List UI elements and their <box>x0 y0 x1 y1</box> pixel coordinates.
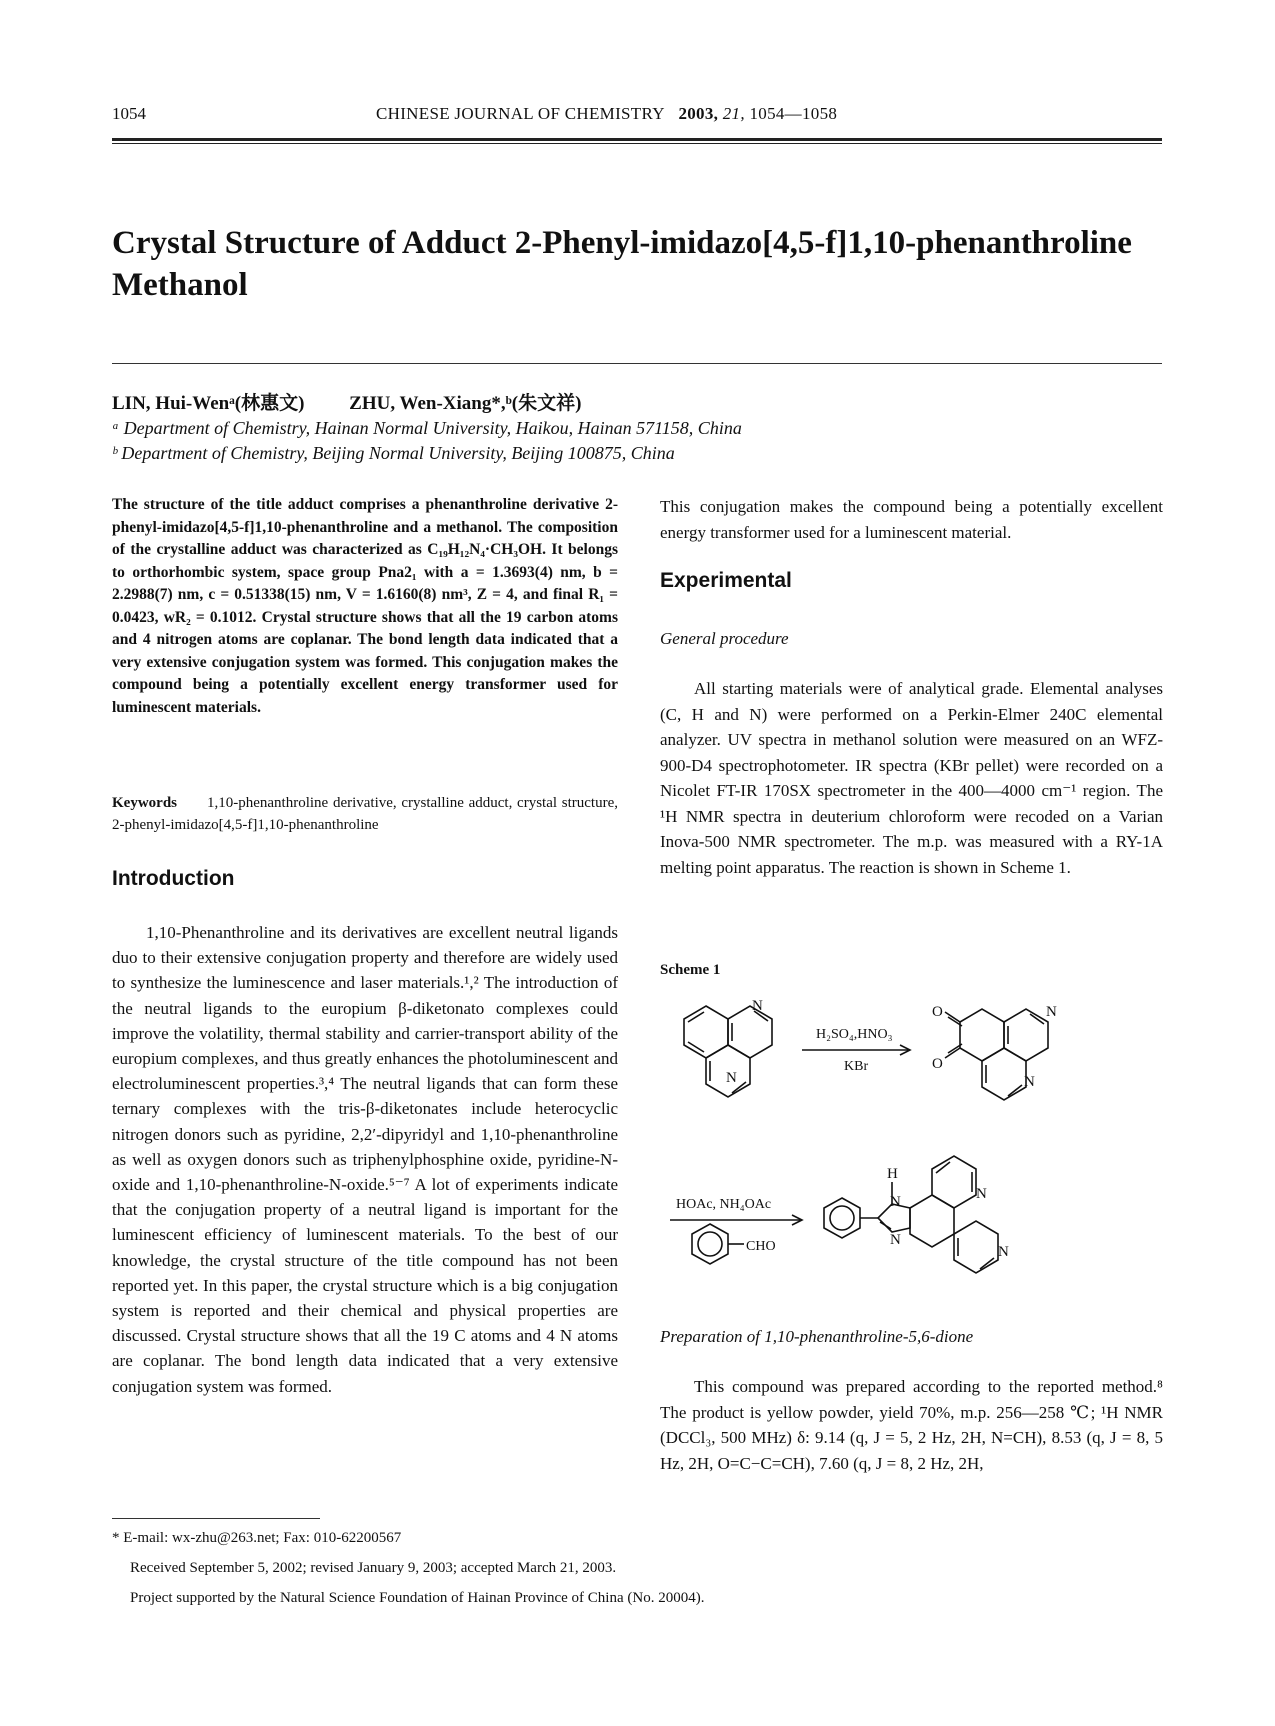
journal-name: CHINESE JOURNAL OF CHEMISTRY <box>376 104 665 123</box>
keywords <box>112 792 618 836</box>
scheme-label: Scheme 1 <box>660 962 721 978</box>
atom-label-n: N <box>998 1244 1009 1260</box>
journal-pages: 1054—1058 <box>749 104 838 123</box>
atom-label-h: H <box>887 1166 898 1182</box>
ring-bond <box>910 1195 954 1247</box>
author-name: ZHU, Wen-Xiang*,ᵇ(朱文祥) <box>349 393 582 414</box>
introduction-body <box>112 920 618 1399</box>
preparation-paragraph: This compound was prepared according to the reported method.⁸ The product is yellow powder, yield 70%, m.p. 256—258 ℃; ¹H NMR (DCCl₃, 500 MHz) δ: 9.14 (q, J = 5, 2 Hz, 2H, N=CH), 8.53 (q, J = 8, 5 Hz, 2H, O=C−C=CH), 7.60 (q, J = 8, 2 Hz, 2H, <box>660 1377 1163 1473</box>
reagent-bottom: KBr <box>844 1059 869 1074</box>
ring-bond <box>684 1006 728 1058</box>
ring-bond <box>1004 1009 1048 1061</box>
journal-citation <box>376 104 837 124</box>
ring-bond <box>982 1048 1026 1100</box>
footnote-email: * E-mail: wx-zhu@263.net; Fax: 010-62200567 <box>112 1530 402 1546</box>
ring-bond <box>932 1156 976 1208</box>
atom-label-o: O <box>932 1056 943 1072</box>
atom-label-n: N <box>752 998 763 1014</box>
general-procedure-paragraph: All starting materials were of analytical grade. Elemental analyses (C, H and N) were performed on a Perkin-Elmer 240C elemental analyzer. UV spectra in methanol solution were measured on an WFZ-900-D4 spectrophotometer. IR spectra (KBr pellet) were recorded on a Nicolet FT-IR 170SX spectrometer in the 400—4000 cm⁻¹ region. The ¹H NMR spectra in deuterium chloroform were recoded on a Varian Inova-500 NMR spectrometer. The m.p. was measured with a RY-1A melting point apparatus. The reaction is shown in Scheme 1. <box>660 679 1163 877</box>
reagent-top: H₂SO₄,HNO₃ <box>816 1027 893 1042</box>
affiliation: ᵇ Department of Chemistry, Beijing Normal University, Beijing 100875, China <box>112 443 675 463</box>
atom-label-n: N <box>1024 1074 1035 1090</box>
ring-bond <box>728 1006 772 1058</box>
header-rule-thick <box>112 138 1162 141</box>
atom-label-n: N <box>890 1232 901 1248</box>
abstract: The structure of the title adduct comprises a phenanthroline derivative 2-phenyl-imidazo[4,5-f]1,10-phenanthroline and a methanol. The composition of the crystalline adduct was characterized as C₁₉H₁₂N₄·CH₃OH. It belongs to orthorhombic system, space group Pna2₁ with a = 1.3693(4) nm, b = 2.2988(7) nm, c = 0.51338(15) nm, V = 1.6160(8) nm³, Z = 4, and final R₁ = 0.0423, wR₂ = 0.1012. Crystal structure shows that all the 19 carbon atoms and 4 nitrogen atoms are coplanar. The bond length data indicated that a very extensive conjugation system was formed. This conjugation makes the compound being a potentially excellent energy transformer used for luminescent materials. <box>112 496 618 716</box>
general-procedure-body <box>660 676 1163 880</box>
title-rule <box>112 363 1162 364</box>
ring-bond <box>954 1221 998 1273</box>
section-heading-introduction: Introduction <box>112 867 235 890</box>
footnote-rule <box>112 1518 320 1519</box>
atom-label-o: O <box>932 1004 943 1020</box>
atom-label-n: N <box>890 1194 901 1210</box>
atom-label-n: N <box>726 1070 737 1086</box>
header-rule-thin <box>112 143 1162 144</box>
author-list <box>112 388 621 415</box>
paper-title: Crystal Structure of Adduct 2-Phenyl-imidazo[4,5-f]1,10-phenanthroline Methanol <box>112 225 1132 303</box>
ring-bond <box>960 1009 1004 1061</box>
footnote-funding: Project supported by the Natural Science Foundation of Hainan Province of China (No. 20004). <box>130 1590 705 1606</box>
footnote-received: Received September 5, 2002; revised January 9, 2003; accepted March 21, 2003. <box>130 1560 617 1576</box>
journal-year: 2003, <box>678 104 719 123</box>
aldehyde-label: CHO <box>746 1239 776 1254</box>
atom-label-n: N <box>976 1186 987 1202</box>
keywords-text: 1,10-phenanthroline derivative, crystalline adduct, crystal structure, 2-phenyl-imidazo[4,5-f]1,10-phenanthroline <box>112 795 618 833</box>
reagent-top: HOAc, NH₄OAc <box>676 1197 772 1212</box>
author-name: LIN, Hui-Wenᵃ(林惠文) <box>112 393 305 414</box>
intro-continued: This conjugation makes the compound being a potentially excellent energy transformer used for a luminescent material. <box>660 497 1163 542</box>
reaction-scheme <box>660 992 1160 1300</box>
subheading-preparation: Preparation of 1,10-phenanthroline-5,6-dione <box>660 1327 974 1346</box>
atom-label-n: N <box>1046 1004 1057 1020</box>
page-number: 1054 <box>112 104 146 123</box>
keywords-label: Keywords <box>112 795 177 811</box>
section-heading-experimental: Experimental <box>660 569 792 592</box>
affiliation: ᵃ Department of Chemistry, Hainan Normal University, Haikou, Hainan 571158, China <box>112 418 742 438</box>
preparation-body <box>660 1374 1163 1476</box>
subheading-general-procedure: General procedure <box>660 629 789 648</box>
introduction-paragraph: 1,10-Phenanthroline and its derivatives are excellent neutral ligands duo to their extensive conjugation property and therefore are widely used to synthesize the luminescence and laser materials.¹,² The introduction of the neutral ligands to the europium β-diketonato complexes could improve the volatility, thermal stability and carrier-transport ability of the europium complexes, and thus greatly enhances the photoluminescent and electroluminescent properties.³,⁴ The neutral ligands that can form these ternary complexes with the tris-β-diketonates include heterocyclic nitrogen donors such as pyridine, 2,2′-dipyridyl and 1,10-phenanthroline as well as oxygen donors such as triphenylphosphine oxide, pyridine-N-oxide and 1,10-phenanthroline-N-oxide.⁵⁻⁷ A lot of experiments indicate that the conjugation property of a neutral ligand is important for the luminescent efficiency of luminescent materials. To the best of our knowledge, the crystal structure of the title compound has not been reported yet. In this paper, the crystal structure which is a big conjugation system is reported and their chemical and physical properties are discussed. Crystal structure shows that all the 19 C atoms and 4 N atoms are coplanar. The bond length data indicated that a very extensive conjugation system was formed. <box>112 923 618 1396</box>
journal-volume: 21, <box>722 104 745 123</box>
